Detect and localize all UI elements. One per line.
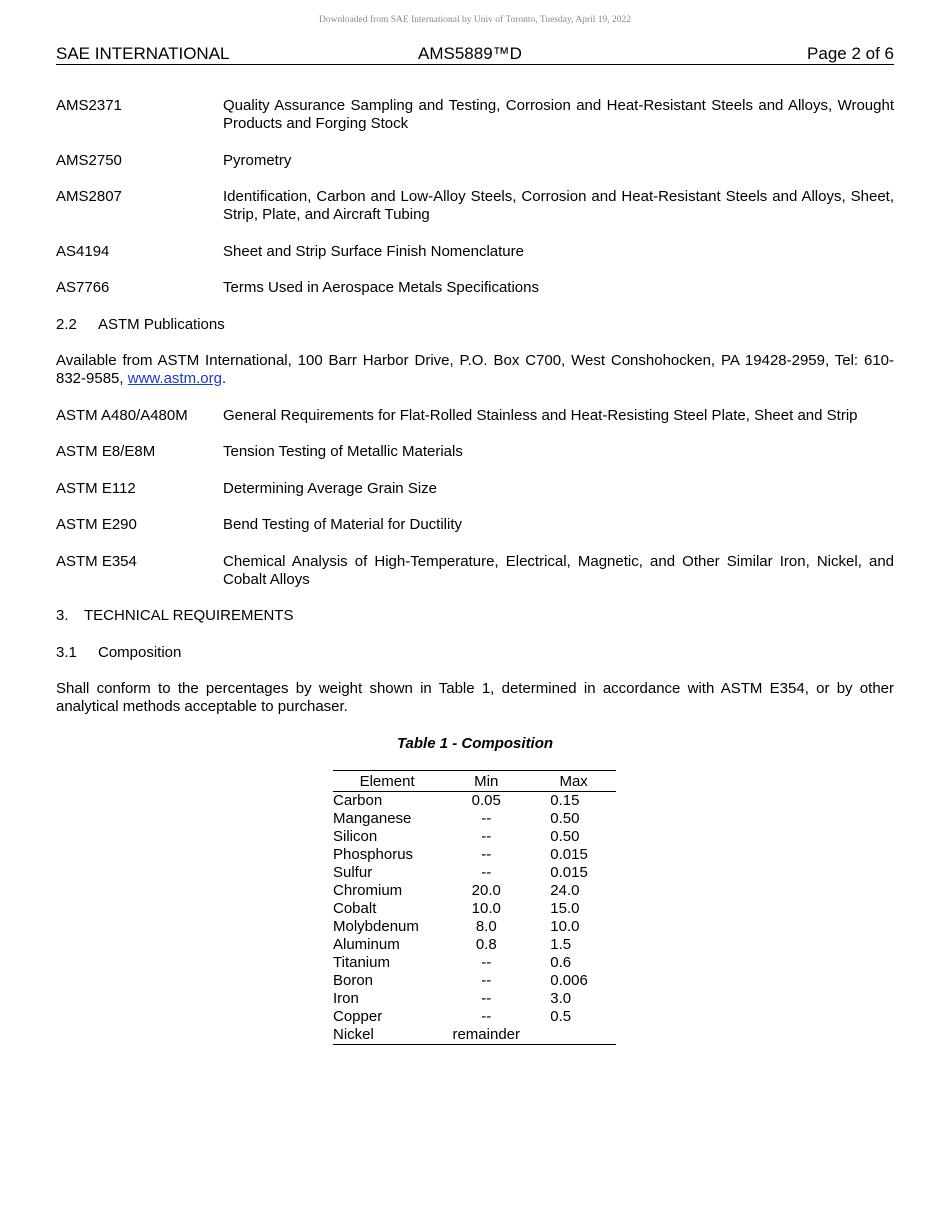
- max-cell: 10.0: [550, 917, 580, 935]
- section-title: Composition: [98, 643, 182, 661]
- reference-code: AMS2750: [56, 151, 122, 169]
- table-row: [333, 1008, 616, 1026]
- composition-table: [333, 770, 616, 1045]
- max-cell: 24.0: [550, 881, 580, 899]
- min-cell: --: [481, 863, 492, 881]
- table-row: [333, 936, 616, 954]
- element-cell: Sulfur: [333, 863, 373, 881]
- header-org: SAE INTERNATIONAL: [56, 44, 230, 63]
- min-cell: --: [481, 989, 492, 1007]
- reference-title: Quality Assurance Sampling and Testing, Corrosion and Heat-Resistant Steels and Alloys, Wrought Products and Forging Stock: [223, 97, 894, 132]
- reference-code: AMS2371: [56, 97, 122, 114]
- reference-title: Chemical Analysis of High-Temperature, Electrical, Magnetic, and Other Similar Iron, Nickel, and Cobalt Alloys: [223, 552, 894, 588]
- reference-code: ASTM E8/E8M: [56, 443, 156, 460]
- section-title: TECHNICAL REQUIREMENTS: [84, 607, 294, 624]
- reference-item: [56, 443, 894, 461]
- sae-reference-list: [56, 97, 894, 297]
- reference-item: [56, 516, 894, 534]
- reference-item: [56, 152, 894, 170]
- header-doc-number: AMS5889™D: [418, 44, 522, 63]
- max-cell: 15.0: [550, 899, 580, 917]
- document-body: [56, 97, 894, 1045]
- min-cell: --: [481, 845, 492, 863]
- reference-item: [56, 279, 894, 297]
- reference-code: ASTM A480/A480M: [56, 406, 188, 424]
- table-row: [333, 972, 616, 990]
- table-row: [333, 846, 616, 864]
- max-cell: 0.006: [550, 971, 588, 989]
- table-header-row: [333, 770, 616, 791]
- max-cell: 0.50: [550, 809, 580, 827]
- section-heading-technical: [56, 607, 894, 625]
- min-cell: 10.0: [471, 899, 501, 917]
- max-cell: 0.15: [550, 791, 580, 809]
- element-cell: Silicon: [333, 827, 378, 845]
- column-header-min: Min: [441, 770, 531, 791]
- max-cell: 0.6: [550, 953, 572, 971]
- element-cell: Manganese: [333, 809, 412, 827]
- section-heading-composition: [56, 644, 894, 662]
- reference-title: Sheet and Strip Surface Finish Nomenclature: [223, 242, 524, 260]
- reference-title: General Requirements for Flat-Rolled Stainless and Heat-Resisting Steel Plate, Sheet and Strip: [223, 406, 858, 424]
- reference-title: Determining Average Grain Size: [223, 479, 437, 497]
- reference-code: ASTM E354: [56, 552, 137, 570]
- min-cell: --: [481, 827, 492, 845]
- column-header-element: Element: [333, 770, 441, 791]
- element-cell: Copper: [333, 1007, 383, 1025]
- reference-code: ASTM E290: [56, 516, 137, 533]
- reference-item: [56, 188, 894, 224]
- min-cell: remainder: [452, 1025, 520, 1043]
- section-heading-astm: [56, 316, 894, 334]
- reference-code: AMS2807: [56, 188, 122, 205]
- section-number: 3.: [56, 607, 69, 624]
- section-title: ASTM Publications: [98, 315, 225, 333]
- max-cell: 3.0: [550, 989, 572, 1007]
- composition-paragraph: Shall conform to the percentages by weight shown in Table 1, determined in accordance with ASTM E354, or by other analytical methods acceptable to purchaser.: [56, 680, 894, 715]
- reference-title: Pyrometry: [223, 151, 292, 169]
- table-row: [333, 810, 616, 828]
- min-cell: 0.8: [475, 935, 497, 953]
- min-cell: --: [481, 953, 492, 971]
- reference-title: Identification, Carbon and Low-Alloy Steels, Corrosion and Heat-Resistant Steels and Alloys, Sheet, Strip, Plate, and Aircraft Tubing: [223, 188, 894, 223]
- astm-reference-list: [56, 407, 894, 589]
- reference-item: [56, 243, 894, 261]
- min-cell: 8.0: [475, 917, 497, 935]
- element-cell: Phosphorus: [333, 845, 414, 863]
- reference-item: [56, 480, 894, 498]
- max-cell: 0.015: [550, 863, 588, 881]
- reference-title: Bend Testing of Material for Ductility: [223, 516, 462, 533]
- availability-text: Available from ASTM International, 100 Barr Harbor Drive, P.O. Box C700, West Conshohocken, PA 19428-2959, Tel: 610-832-9585,: [56, 352, 894, 387]
- table-row: [333, 900, 616, 918]
- min-cell: 20.0: [471, 881, 501, 899]
- header-page-number: Page 2 of 6: [807, 44, 894, 63]
- max-cell: 0.015: [550, 845, 588, 863]
- availability-end: .: [221, 370, 227, 387]
- max-cell: 0.50: [550, 827, 580, 845]
- table-row: [333, 882, 616, 900]
- max-cell: [531, 1026, 616, 1045]
- column-header-max: Max: [531, 770, 616, 791]
- element-cell: Iron: [333, 989, 359, 1007]
- section-number: 2.2: [56, 315, 77, 333]
- table-row: [333, 918, 616, 936]
- table-row: [333, 954, 616, 972]
- element-cell: Carbon: [333, 791, 383, 809]
- table-caption: Table 1 - Composition: [396, 734, 554, 752]
- reference-title: Terms Used in Aerospace Metals Specifications: [223, 279, 539, 296]
- reference-code: ASTM E112: [56, 479, 136, 497]
- reference-item: [56, 407, 894, 425]
- min-cell: --: [481, 809, 492, 827]
- element-cell: Chromium: [333, 881, 403, 899]
- element-cell: Cobalt: [333, 899, 377, 917]
- min-cell: --: [481, 971, 492, 989]
- table-row: [333, 864, 616, 882]
- element-cell: Boron: [333, 971, 374, 989]
- table-row: [333, 990, 616, 1008]
- table-row: [333, 1026, 616, 1045]
- element-cell: Nickel: [333, 1025, 374, 1043]
- table-row: [333, 828, 616, 846]
- element-cell: Aluminum: [333, 935, 400, 953]
- page-header: [56, 44, 894, 65]
- reference-title: Tension Testing of Metallic Materials: [223, 443, 463, 460]
- download-watermark: Downloaded from SAE International by Univ of Toronto, Tuesday, April 19, 2022: [318, 15, 631, 25]
- astm-website-link[interactable]: www.astm.org: [127, 370, 222, 387]
- max-cell: 0.5: [550, 1007, 572, 1025]
- max-cell: 1.5: [550, 935, 572, 953]
- table-row: [333, 791, 616, 810]
- min-cell: 0.05: [471, 791, 501, 809]
- reference-code: AS4194: [56, 242, 110, 260]
- min-cell: --: [481, 1007, 492, 1025]
- reference-item: [56, 97, 894, 133]
- astm-availability-paragraph: [56, 352, 894, 388]
- section-number: 3.1: [56, 643, 77, 661]
- element-cell: Titanium: [333, 953, 390, 971]
- reference-item: [56, 553, 894, 589]
- reference-code: AS7766: [56, 279, 110, 296]
- element-cell: Molybdenum: [333, 917, 419, 935]
